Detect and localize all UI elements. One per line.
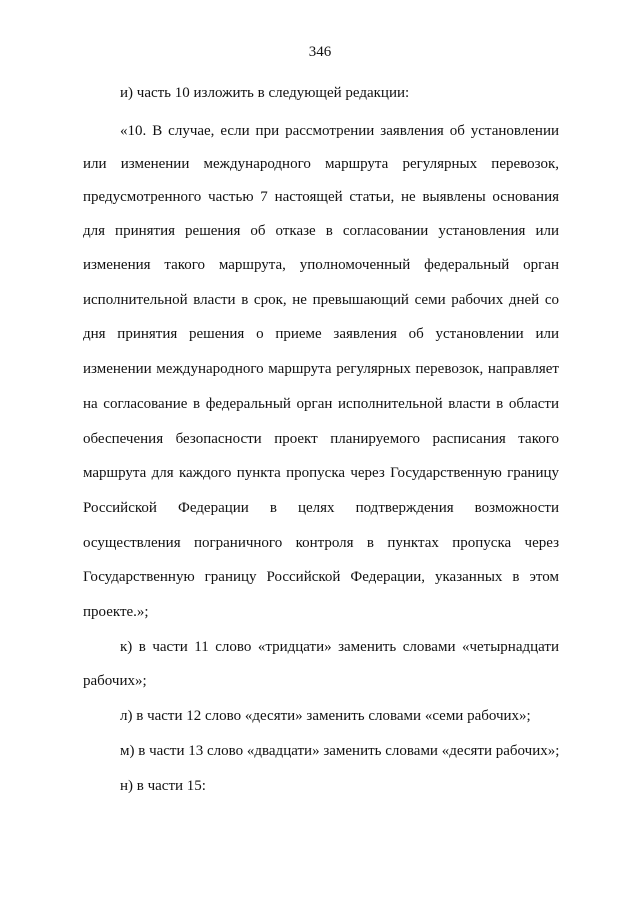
paragraph-line: проекте.»;	[83, 604, 149, 620]
paragraph-line: л) в части 12 слово «десяти» заменить словами «семи рабочих»;	[120, 708, 531, 724]
paragraph-line: к) в части 11 слово «тридцати» заменить словами «четырнадцати	[120, 639, 559, 655]
paragraph-line: на согласование в федеральный орган исполнительной власти в области	[83, 396, 559, 412]
paragraph-line: изменения такого маршрута, уполномоченный федеральный орган	[83, 257, 559, 273]
paragraph-line: рабочих»;	[83, 673, 147, 689]
paragraph-line: Государственную границу Российской Федерации, указанных в этом	[83, 569, 559, 585]
paragraph-line: «10. В случае, если при рассмотрении заявления об установлении	[120, 123, 559, 139]
page-number: 346	[308, 44, 332, 60]
paragraph-line: для принятия решения об отказе в согласовании установления или	[83, 223, 559, 239]
paragraph-line: осуществления пограничного контроля в пунктах пропуска через	[83, 535, 559, 551]
paragraph-line: обеспечения безопасности проект планируемого расписания такого	[83, 431, 559, 447]
paragraph-line: м) в части 13 слово «двадцати» заменить словами «десяти рабочих»;	[120, 743, 560, 759]
paragraph-line: Российской Федерации в целях подтверждения возможности	[83, 500, 559, 516]
paragraph-line: и) часть 10 изложить в следующей редакции:	[120, 85, 410, 101]
paragraph-line: дня принятия решения о приеме заявления об установлении или	[83, 326, 559, 342]
paragraph-line: изменении международного маршрута регулярных перевозок, направляет	[83, 361, 559, 377]
paragraph-line: предусмотренного частью 7 настоящей статьи, не выявлены основания	[83, 189, 559, 205]
paragraph-line: исполнительной власти в срок, не превышающий семи рабочих дней со	[83, 292, 559, 308]
paragraph-line: маршрута для каждого пункта пропуска через Государственную границу	[83, 465, 559, 481]
paragraph-line: н) в части 15:	[120, 778, 206, 794]
paragraph-line: или изменении международного маршрута регулярных перевозок,	[83, 156, 559, 172]
